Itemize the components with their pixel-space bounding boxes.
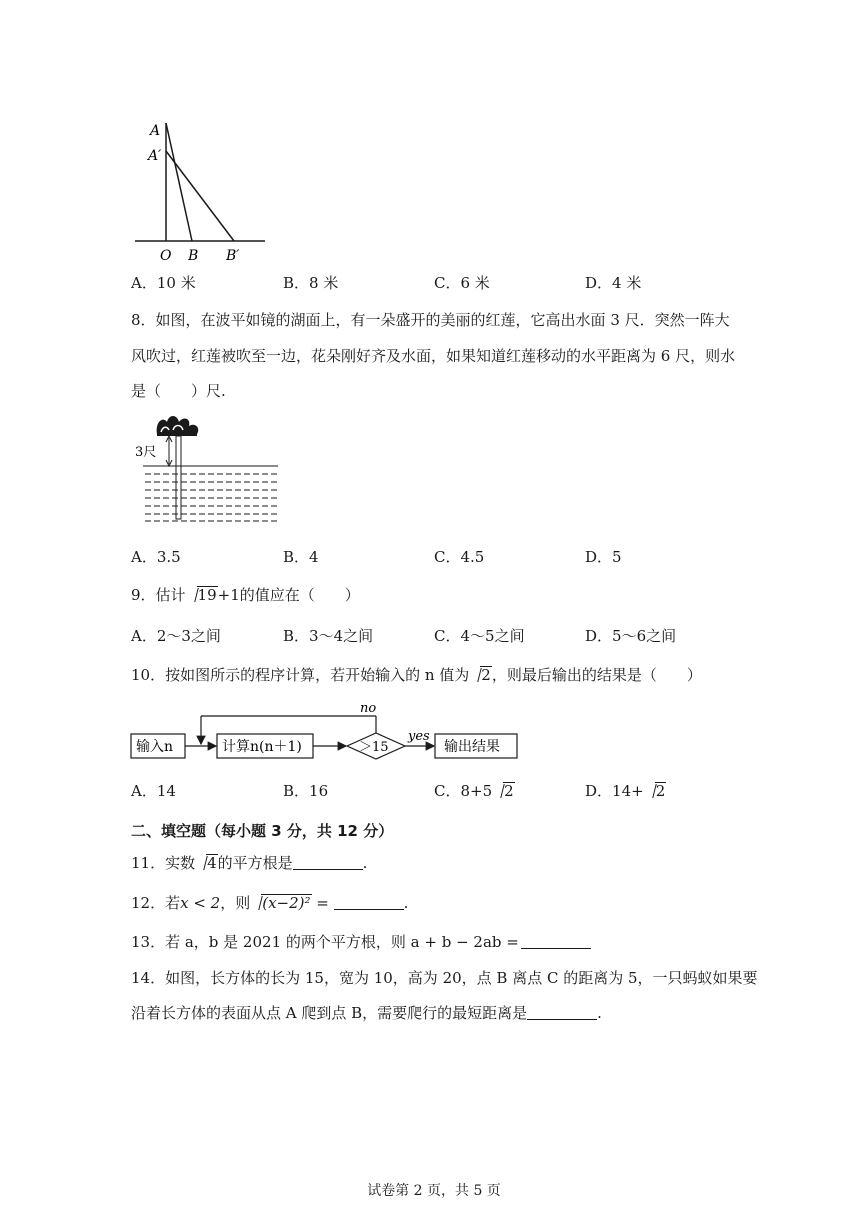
q7-option-a: A．10 米 — [131, 274, 196, 292]
q9-stem — [131, 584, 360, 605]
q9-option-c: C．4～5之间 — [434, 627, 525, 645]
flow-compute: 计算n(n＋1) — [222, 739, 302, 755]
label-B-prime: B′ — [226, 248, 240, 264]
flow-no: no — [360, 701, 377, 716]
q9-option-d: D．5～6之间 — [585, 627, 677, 645]
q10-option-b: B．16 — [283, 782, 329, 800]
q8-height-label: 3尺 — [135, 445, 157, 460]
label-A: A — [150, 123, 161, 139]
flow-compare: ＞15 — [359, 740, 389, 755]
q12-answer-blank — [334, 895, 404, 910]
q9-option-a: A．2～3之间 — [131, 627, 221, 645]
q8-line-1: 8．如图，在波平如镜的湖面上，有一朵盛开的美丽的红莲，它高出水面 3 尺．突然一阵大 — [131, 311, 730, 329]
label-B: B — [188, 248, 199, 264]
label-O: O — [160, 248, 172, 264]
q13-stem: 13．若 a，b 是 2021 的两个平方根，则 a + b − 2ab = — [131, 931, 591, 952]
q10-sqrt: 2 — [471, 666, 492, 684]
q14-answer-blank — [527, 1005, 597, 1020]
q9-sqrt: 19 — [188, 586, 218, 604]
q13-answer-blank — [521, 934, 591, 949]
q9-option-b: B．3～4之间 — [283, 627, 374, 645]
q9-prefix: 9．估计 — [131, 586, 186, 604]
q14-line-2: 沿着长方体的表面从点 A 爬到点 B，需要爬行的最短距离是 . — [131, 1004, 602, 1022]
q7-option-c: C．6 米 — [434, 274, 490, 292]
q10-option-c: C．8+5 2 — [434, 782, 514, 800]
q10-stem — [131, 664, 702, 685]
q8-option-c: C．4.5 — [434, 548, 485, 566]
q10-option-a: A．14 — [131, 782, 176, 800]
q12-stem: 12．若x < 2，则 (x−2)² = . — [131, 894, 409, 912]
q10-suffix: ，则最后输出的结果是（ ） — [491, 666, 702, 684]
q8-lotus-figure — [133, 408, 283, 526]
q8-option-b: B．4 — [283, 548, 319, 566]
q7-figure — [130, 115, 270, 265]
q9-suffix: +1的值应在（ ） — [217, 586, 360, 604]
label-A-prime: A′ — [148, 148, 162, 164]
q10-prefix: 10．按如图所示的程序计算，若开始输入的 n 值为 — [131, 666, 470, 684]
page-footer: 试卷第 2 页，共 5 页 — [367, 1183, 501, 1199]
q8-option-a: A．3.5 — [131, 548, 181, 566]
q10-flowchart — [128, 700, 528, 764]
q8-option-d: D．5 — [585, 548, 622, 566]
q8-line-3: 是（ ）尺. — [131, 382, 226, 400]
flow-yes: yes — [408, 729, 430, 744]
q7-option-d: D．4 米 — [585, 274, 642, 292]
flow-input: 输入n — [136, 739, 174, 755]
q11-stem: 11．实数 4的平方根是 . — [131, 854, 368, 872]
q10-option-d: D．14+ 2 — [585, 782, 666, 800]
q14-line-1: 14．如图，长方体的长为 15，宽为 10，高为 20，点 B 离点 C 的距离为 5，一只蚂蚁如果要 — [131, 969, 758, 987]
q11-answer-blank — [293, 855, 363, 870]
flow-output: 输出结果 — [444, 739, 500, 755]
q7-option-b: B．8 米 — [283, 274, 339, 292]
section-2-heading: 二、填空题（每小题 3 分，共 12 分） — [131, 822, 394, 840]
q8-line-2: 风吹过，红莲被吹至一边，花朵刚好齐及水面，如果知道红莲移动的水平距离为 6 尺，则水 — [131, 347, 736, 365]
